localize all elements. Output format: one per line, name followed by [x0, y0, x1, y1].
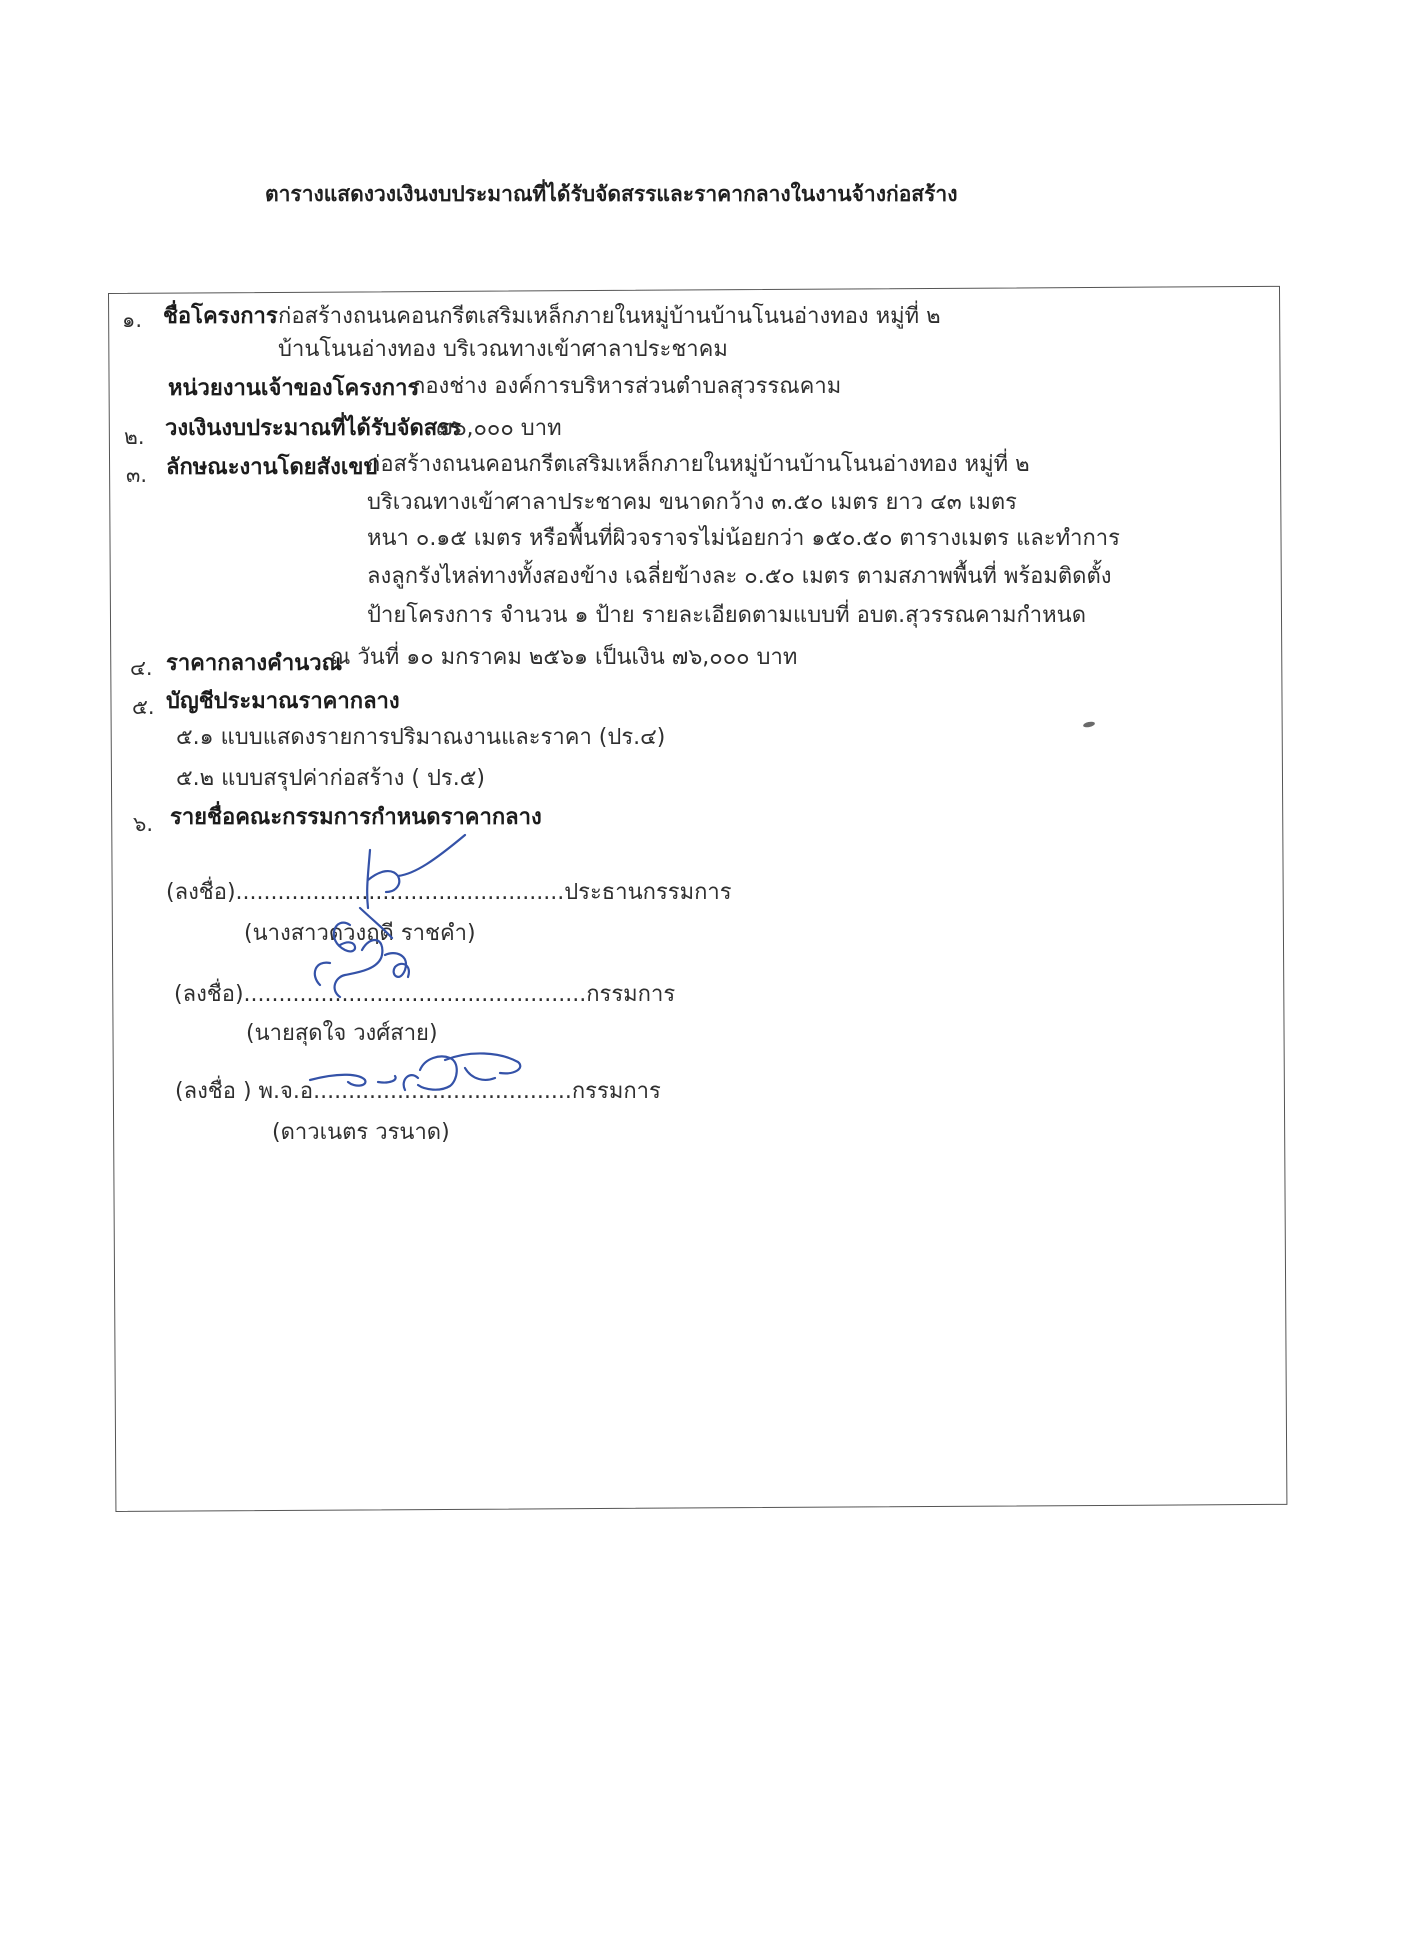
item-6-number: ๖.: [133, 812, 154, 836]
handwritten-signature-member-2: [300, 1040, 530, 1114]
item-3-line-2: บริเวณทางเข้าศาลาประชาคม ขนาดกว้าง ๓.๕๐ เมตร ยาว ๔๓ เมตร: [367, 490, 1017, 515]
item-6-label: รายชื่อคณะกรรมการกำหนดราคากลาง: [170, 805, 542, 830]
signature-line-member-1: (ลงชื่อ).................................................กรรมการ: [174, 982, 676, 1007]
document-title: ตารางแสดงวงเงินงบประมาณที่ได้รับจัดสรรและราคากลางในงานจ้างก่อสร้าง: [265, 182, 958, 206]
owner-label: หน่วยงานเจ้าของโครงการ: [168, 376, 420, 401]
item-3-line-3: หนา ๐.๑๕ เมตร หรือพื้นที่ผิวจราจรไม่น้อยกว่า ๑๕๐.๕๐ ตารางเมตร และทำการ: [367, 526, 1120, 551]
item-3-label: ลักษณะงานโดยสังเขป: [166, 455, 378, 480]
item-3-line-4: ลงลูกรังไหล่ทางทั้งสองข้าง เฉลี่ยข้างละ ๐.๕๐ เมตร ตามสภาพพื้นที่ พร้อมติดตั้ง: [367, 564, 1112, 589]
signature-line-chairman: (ลงชื่อ)...............................................ประธานกรรมการ: [166, 880, 732, 905]
item-4-number: ๔.: [130, 656, 153, 680]
item-2-number: ๒.: [124, 425, 145, 449]
item-3-number: ๓.: [126, 463, 148, 487]
owner-value: กองช่าง องค์การบริหารส่วนตำบลสุวรรณคาม: [412, 374, 842, 399]
item-2-label: วงเงินงบประมาณที่ได้รับจัดสรร: [165, 416, 461, 441]
handwritten-signature-member-1: [300, 915, 440, 1019]
signature-line-member-2: (ลงชื่อ ) พ.จ.อ.....................................กรรมการ: [175, 1079, 661, 1104]
item-3-line-1: ก่อสร้างถนนคอนกรีตเสริมเหล็กภายในหมู่บ้านบ้านโนนอ่างทอง หมู่ที่ ๒: [367, 452, 1030, 477]
item-4-value: ณ วันที่ ๑๐ มกราคม ๒๕๖๑ เป็นเงิน ๗๖,๐๐๐ บาท: [330, 645, 798, 670]
item-4-label: ราคากลางคำนวณ: [166, 651, 343, 676]
item-5-label: บัญชีประมาณราคากลาง: [166, 689, 400, 714]
item-5-sub-2: ๕.๒ แบบสรุปค่าก่อสร้าง ( ปร.๕): [176, 766, 485, 791]
item-2-value: ๗๖,๐๐๐ บาท: [436, 416, 562, 441]
item-5-sub-1: ๕.๑ แบบแสดงรายการปริมาณงานและราคา (ปร.๔): [176, 725, 666, 750]
signature-name-chairman: (นางสาวดวงฤดี ราชคำ): [244, 921, 476, 946]
item-1-line-2: บ้านโนนอ่างทอง บริเวณทางเข้าศาลาประชาคม: [278, 337, 728, 362]
item-3-line-5: ป้ายโครงการ จำนวน ๑ ป้าย รายละเอียดตามแบบที่ อบต.สุวรรณคามกำหนด: [367, 603, 1086, 628]
item-1-line-1: ก่อสร้างถนนคอนกรีตเสริมเหล็กภายในหมู่บ้านบ้านโนนอ่างทอง หมู่ที่ ๒: [278, 304, 941, 329]
item-1-number: ๑.: [122, 308, 143, 332]
item-1-label: ชื่อโครงการ: [163, 304, 278, 329]
signature-name-member-2: (ดาวเนตร วรนาด): [272, 1120, 450, 1145]
item-5-number: ๕.: [132, 695, 155, 719]
signature-name-member-1: (นายสุดใจ วงศ์สาย): [246, 1021, 438, 1046]
